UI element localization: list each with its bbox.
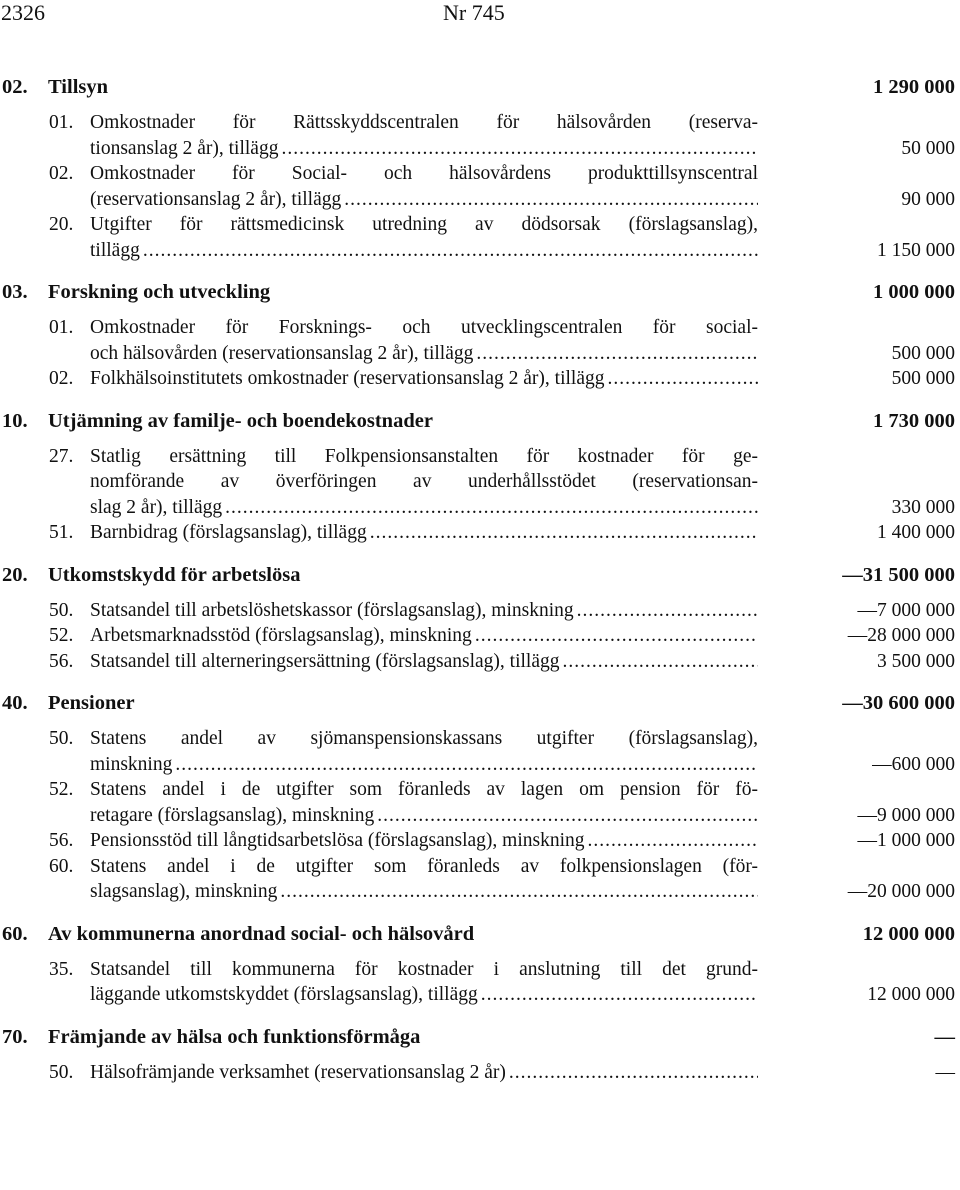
item-amount: —: [935, 1061, 955, 1083]
item-description: [90, 315, 758, 366]
section-title: Av kommunerna anordnad social- och hälsovård: [48, 922, 475, 945]
budget-item: [0, 828, 960, 854]
budget-section: [0, 561, 960, 675]
section-number: 03.: [2, 281, 28, 303]
budget-document: [0, 73, 960, 1100]
item-number: 60.: [49, 855, 74, 877]
section-heading: [0, 920, 960, 949]
item-description: [90, 598, 758, 624]
section-title: Tillsyn: [48, 76, 109, 98]
item-description: [90, 161, 758, 212]
item-line: [90, 238, 758, 264]
section-heading: [0, 278, 960, 307]
item-description: [90, 520, 758, 546]
dot-leader: [475, 623, 758, 649]
item-amount: 500 000: [891, 368, 955, 389]
item-description: [90, 726, 758, 777]
page-header: [0, 0, 960, 30]
item-description: [90, 212, 758, 263]
dot-leader: [175, 752, 758, 778]
item-line: [90, 752, 758, 778]
budget-item: [0, 520, 960, 546]
item-description: [90, 1060, 758, 1086]
item-number: 01.: [49, 317, 74, 338]
item-number: 52.: [49, 625, 74, 646]
item-number: 52.: [49, 779, 74, 800]
section-amount: —31 500 000: [842, 563, 955, 586]
budget-section: [0, 920, 960, 1008]
item-line: [90, 495, 758, 521]
item-line: [90, 520, 758, 546]
item-description: [90, 957, 758, 1008]
item-line: [90, 341, 758, 367]
item-line: [90, 623, 758, 649]
item-line-text: och hälsovården (reservationsanslag 2 år), tillägg: [90, 342, 474, 364]
budget-section: [0, 407, 960, 546]
budget-item: [0, 623, 960, 649]
item-description: [90, 623, 758, 649]
item-line-text: Statsandel till alterneringsersättning (förslagsanslag), tillägg: [90, 650, 560, 672]
item-line: Omkostnader för Rättsskyddscentralen för hälsovården (reserva-: [90, 112, 758, 133]
section-heading: [0, 407, 960, 436]
item-line-text: Barnbidrag (förslagsanslag), tillägg: [90, 522, 367, 543]
dot-leader: [563, 649, 758, 675]
item-number: 02.: [49, 163, 74, 184]
dot-leader: [588, 828, 759, 854]
dot-leader: [476, 341, 758, 367]
item-description: [90, 110, 758, 161]
section-amount: 1 730 000: [873, 409, 955, 432]
budget-item: [0, 854, 960, 905]
section-heading: [0, 1023, 960, 1052]
item-line: [90, 136, 758, 162]
budget-item: [0, 212, 960, 263]
item-amount: 50 000: [901, 137, 955, 159]
item-line: [90, 598, 758, 624]
item-number: 35.: [49, 958, 74, 980]
item-description: [90, 828, 758, 854]
section-number: 02.: [2, 76, 28, 98]
budget-section: [0, 689, 960, 905]
section-title: Forskning och utveckling: [48, 281, 271, 303]
item-amount: —9 000 000: [857, 804, 955, 826]
budget-item: [0, 649, 960, 675]
item-description: [90, 649, 758, 675]
section-number: 20.: [2, 563, 28, 586]
item-line: nomförande av överföringen av underhållsstödet (reservationsan-: [90, 471, 758, 492]
dot-leader: [377, 803, 758, 829]
item-line-text: Folkhälsoinstitutets omkostnader (reservationsanslag 2 år), tillägg: [90, 368, 605, 389]
dot-leader: [607, 366, 758, 392]
item-description: [90, 366, 758, 392]
budget-item: [0, 726, 960, 777]
item-line: Omkostnader för Forsknings- och utvecklingscentralen för social-: [90, 317, 758, 338]
item-amount: 500 000: [891, 342, 955, 364]
budget-section: [0, 1023, 960, 1086]
budget-section: [0, 278, 960, 392]
budget-item: [0, 1060, 960, 1086]
item-line: [90, 649, 758, 675]
item-line: Statens andel i de utgifter som föranleds av folkpensionslagen (för-: [90, 855, 758, 877]
item-number: 51.: [49, 522, 74, 543]
item-amount: 330 000: [891, 496, 955, 518]
item-line: Omkostnader för Social- och hälsovårdens produkttillsynscentral: [90, 163, 758, 184]
item-line-text: tionsanslag 2 år), tillägg: [90, 137, 279, 159]
item-line-text: läggande utkomstskyddet (förslagsanslag), tillägg: [90, 984, 478, 1005]
item-number: 50.: [49, 728, 74, 749]
item-number: 50.: [49, 599, 74, 621]
section-title: Utjämning av familje- och boendekostnader: [48, 409, 433, 432]
item-amount: 90 000: [901, 188, 955, 210]
item-number: 02.: [49, 368, 74, 389]
budget-item: [0, 957, 960, 1008]
budget-item: [0, 598, 960, 624]
section-number: 60.: [2, 922, 28, 945]
item-number: 01.: [49, 112, 74, 133]
item-description: [90, 854, 758, 905]
item-line-text: tillägg: [90, 239, 140, 261]
item-line: [90, 803, 758, 829]
section-title: Utkomstskydd för arbetslösa: [48, 563, 301, 586]
item-line-text: Hälsofrämjande verksamhet (reservationsanslag 2 år): [90, 1061, 506, 1083]
item-line: [90, 879, 758, 905]
item-line-text: (reservationsanslag 2 år), tillägg: [90, 188, 342, 210]
dot-leader: [509, 1060, 758, 1086]
item-line-text: slagsanslag), minskning: [90, 881, 278, 902]
document-number: Nr 745: [443, 0, 505, 25]
item-number: 27.: [49, 445, 74, 467]
item-line-text: Arbetsmarknadsstöd (förslagsanslag), minskning: [90, 625, 472, 646]
section-amount: —30 600 000: [842, 692, 955, 714]
item-number: 56.: [49, 650, 74, 672]
section-amount: 12 000 000: [862, 922, 955, 945]
item-line: Statlig ersättning till Folkpensionsanstalten för kostnader för ge-: [90, 445, 758, 467]
item-amount: —20 000 000: [847, 881, 955, 902]
item-number: 20.: [49, 214, 74, 235]
dot-leader: [281, 136, 758, 162]
section-number: 40.: [2, 692, 28, 714]
budget-item: [0, 444, 960, 521]
item-line-text: Pensionsstöd till långtidsarbetslösa (förslagsanslag), minskning: [90, 830, 585, 851]
item-line: Statsandel till kommunerna för kostnader i anslutning till det grund-: [90, 958, 758, 980]
section-title: Främjande av hälsa och funktionsförmåga: [48, 1025, 421, 1048]
budget-section: [0, 73, 960, 263]
item-amount: 1 150 000: [877, 239, 955, 261]
item-amount: 1 400 000: [877, 522, 955, 543]
section-heading: [0, 561, 960, 590]
dot-leader: [280, 879, 758, 905]
item-amount: —28 000 000: [847, 625, 955, 646]
section-heading: [0, 689, 960, 718]
dot-leader: [143, 238, 758, 264]
budget-item: [0, 161, 960, 212]
section-amount: —: [934, 1025, 955, 1048]
budget-item: [0, 110, 960, 161]
section-amount: 1 000 000: [873, 281, 955, 303]
section-number: 70.: [2, 1025, 28, 1048]
budget-item: [0, 366, 960, 392]
item-amount: —7 000 000: [857, 599, 955, 621]
section-title: Pensioner: [48, 692, 135, 714]
item-amount: 12 000 000: [867, 984, 955, 1005]
dot-leader: [481, 982, 758, 1008]
item-line-text: slag 2 år), tillägg: [90, 496, 223, 518]
page-number: 2326: [1, 0, 45, 25]
item-amount: —1 000 000: [857, 830, 955, 851]
dot-leader: [370, 520, 758, 546]
dot-leader: [225, 495, 758, 521]
dot-leader: [577, 598, 758, 624]
item-description: [90, 444, 758, 521]
budget-item: [0, 777, 960, 828]
item-line: [90, 1060, 758, 1086]
dot-leader: [344, 187, 758, 213]
item-line: Utgifter för rättsmedicinsk utredning av dödsorsak (förslagsanslag),: [90, 214, 758, 235]
item-description: [90, 777, 758, 828]
item-line: Statens andel av sjömanspensionskassans utgifter (förslagsanslag),: [90, 728, 758, 749]
section-heading: [0, 73, 960, 102]
section-amount: 1 290 000: [873, 76, 955, 98]
item-line: [90, 366, 758, 392]
item-line: [90, 187, 758, 213]
item-line-text: Statsandel till arbetslöshetskassor (förslagsanslag), minskning: [90, 599, 574, 621]
item-line-text: retagare (förslagsanslag), minskning: [90, 804, 375, 826]
item-amount: —600 000: [872, 753, 955, 775]
item-amount: 3 500 000: [877, 650, 955, 672]
section-number: 10.: [2, 409, 28, 432]
item-line: [90, 828, 758, 854]
item-number: 56.: [49, 830, 74, 851]
item-line: [90, 982, 758, 1008]
item-line-text: minskning: [90, 753, 173, 775]
budget-item: [0, 315, 960, 366]
item-line: Statens andel i de utgifter som föranleds av lagen om pension för fö-: [90, 779, 758, 800]
item-number: 50.: [49, 1061, 74, 1083]
